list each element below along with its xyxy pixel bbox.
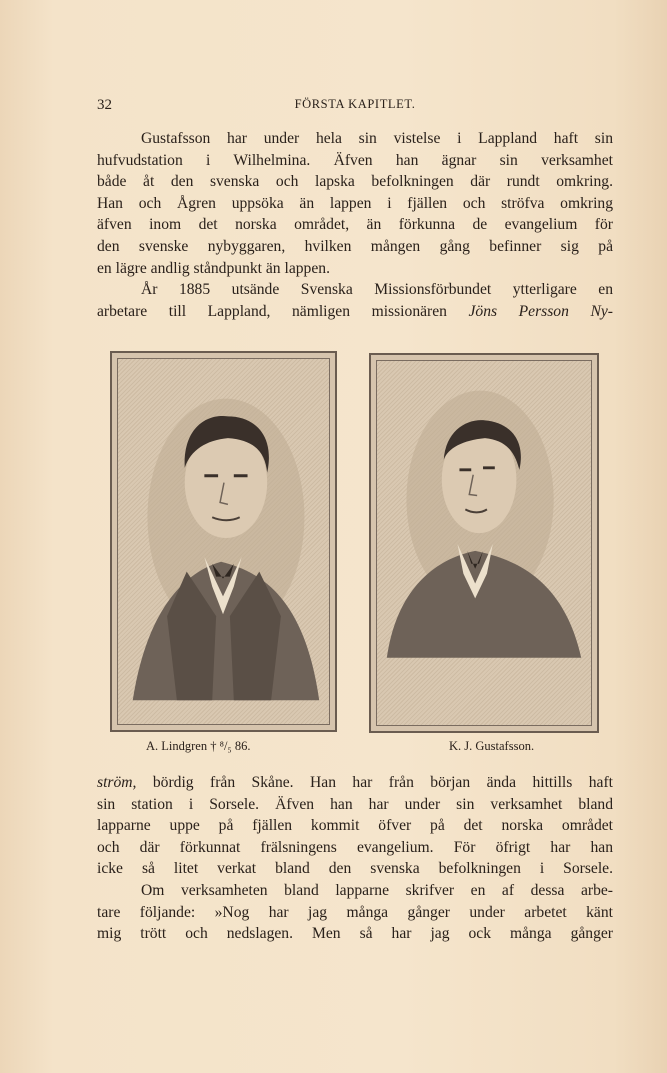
text-line: Om verksamheten bland lapparne skrifver en af dessa arbe- xyxy=(141,882,613,899)
text-fragment: arbetare till Lappland, nämligen missionären xyxy=(97,302,469,320)
engraving-frame xyxy=(117,358,330,725)
text-line: både åt den svenska och lapska befolkningen där rundt omkring. xyxy=(97,173,613,191)
paragraph-4 xyxy=(97,880,613,945)
page-header xyxy=(97,97,613,117)
text-line xyxy=(97,301,613,323)
text-line: och där förkunnat frälsningens evangelium. För öfrigt har han xyxy=(97,838,613,856)
text-line: en lägre andlig ståndpunkt än lappen. xyxy=(97,259,330,277)
caption-right: K. J. Gustafsson. xyxy=(449,739,535,753)
italic-name: Jöns Persson Ny- xyxy=(468,302,613,320)
text-fragment: bördig från Skåne. Han har från början ända hittills haft xyxy=(136,774,613,791)
text-line xyxy=(97,772,613,794)
text-line: tare följande: »Nog har jag många gånger under arbetet känt xyxy=(97,903,613,921)
text-line: sin station i Sorsele. Äfven han har under sin verksamhet bland xyxy=(97,795,613,813)
text-line: lapparne uppe på fjällen kommit öfver på det norska området xyxy=(97,817,613,835)
text-line: Han och Ågren uppsöka än lappen i fjällen och ströfva omkring xyxy=(97,194,613,212)
portrait-gustafsson xyxy=(369,353,599,733)
text-line: hufvudstation i Wilhelmina. Äfven han ägnar sin verksamhet xyxy=(97,151,613,169)
text-line: mig trött och nedslagen. Men så har jag ock många gånger xyxy=(97,925,613,943)
paragraph-1 xyxy=(97,128,613,279)
portrait-engraving-left xyxy=(118,359,329,724)
engraving-frame xyxy=(376,360,592,726)
paragraph-2 xyxy=(97,279,613,322)
caption-left: A. Lindgren † ⁸/₅ 86. xyxy=(146,739,251,753)
text-line: År 1885 utsände Svenska Missionsförbundet ytterligare en xyxy=(141,281,613,298)
text-line: äfven inom det norska området, än förkunna de evangelium för xyxy=(97,216,613,234)
text-line: den svenske nybyggaren, hvilken mången gång befinner sig på xyxy=(97,237,613,255)
paragraph-3 xyxy=(97,772,613,880)
italic-name: ström, xyxy=(97,774,137,791)
portrait-engraving-right xyxy=(377,361,591,725)
portrait-lindgren xyxy=(110,351,337,732)
text-line: Gustafsson har under hela sin vistelse i Lappland haft sin xyxy=(141,130,613,147)
running-title: FÖRSTA KAPITLET. xyxy=(294,97,416,111)
text-line: icke så litet verkat bland den svenska befolkningen i Sorsele. xyxy=(97,860,613,878)
page-number: 32 xyxy=(97,97,112,113)
